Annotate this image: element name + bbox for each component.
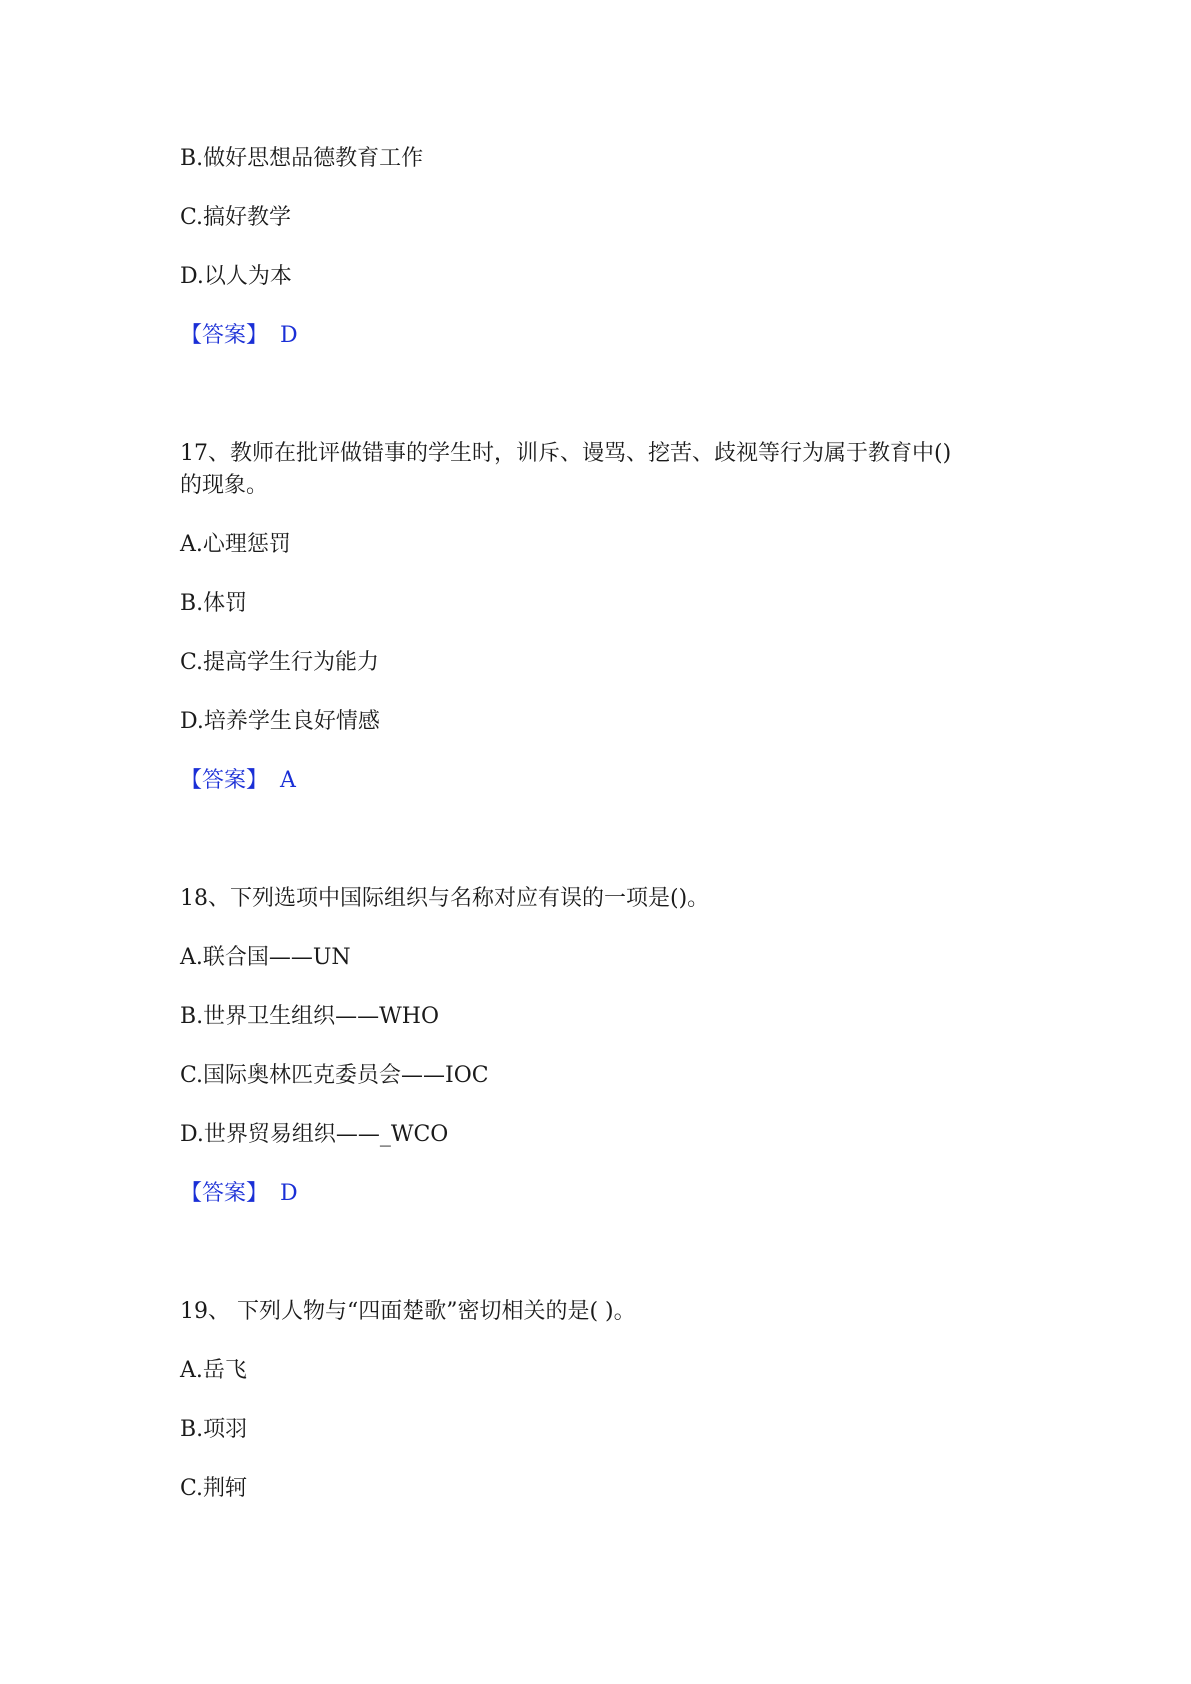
q17-stem-line1: 17、教师在批评做错事的学生时，训斥、谩骂、挖苦、歧视等行为属于教育中()	[180, 441, 952, 466]
q17-option-d: D.培养学生良好情感	[180, 709, 380, 734]
q18-option-d: D.世界贸易组织——_WCO	[180, 1122, 449, 1147]
answer-label: 【答案】	[180, 323, 269, 348]
q16-option-b: B.做好思想品德教育工作	[180, 146, 424, 171]
q17-option-b: B.体罚	[180, 591, 248, 616]
q16-option-c: C.搞好教学	[180, 205, 292, 230]
answer-label: 【答案】	[180, 1181, 269, 1206]
q18-stem: 18、下列选项中国际组织与名称对应有误的一项是()。	[180, 886, 710, 911]
answer-value: A	[280, 768, 296, 793]
q17-answer	[180, 766, 296, 796]
q19-option-b: B.项羽	[180, 1417, 248, 1442]
q18-option-c: C.国际奥林匹克委员会——IOC	[180, 1063, 489, 1088]
q17-option-a: A.心理惩罚	[180, 532, 291, 557]
q18-option-a: A.联合国——UN	[180, 945, 351, 970]
q17-stem-line2: 的现象。	[180, 473, 269, 498]
q19-option-a: A.岳飞	[180, 1358, 247, 1383]
q19-stem: 19、 下列人物与“四面楚歌”密切相关的是( )。	[180, 1299, 636, 1324]
q16-answer	[180, 321, 298, 351]
q18-answer	[180, 1179, 298, 1209]
q17-option-c: C.提高学生行为能力	[180, 650, 380, 675]
answer-value: D	[280, 323, 298, 348]
q16-option-d: D.以人为本	[180, 264, 292, 289]
q19-option-c: C.荆轲	[180, 1476, 248, 1501]
answer-label: 【答案】	[180, 768, 269, 793]
q18-option-b: B.世界卫生组织——WHO	[180, 1004, 439, 1029]
answer-value: D	[280, 1181, 298, 1206]
